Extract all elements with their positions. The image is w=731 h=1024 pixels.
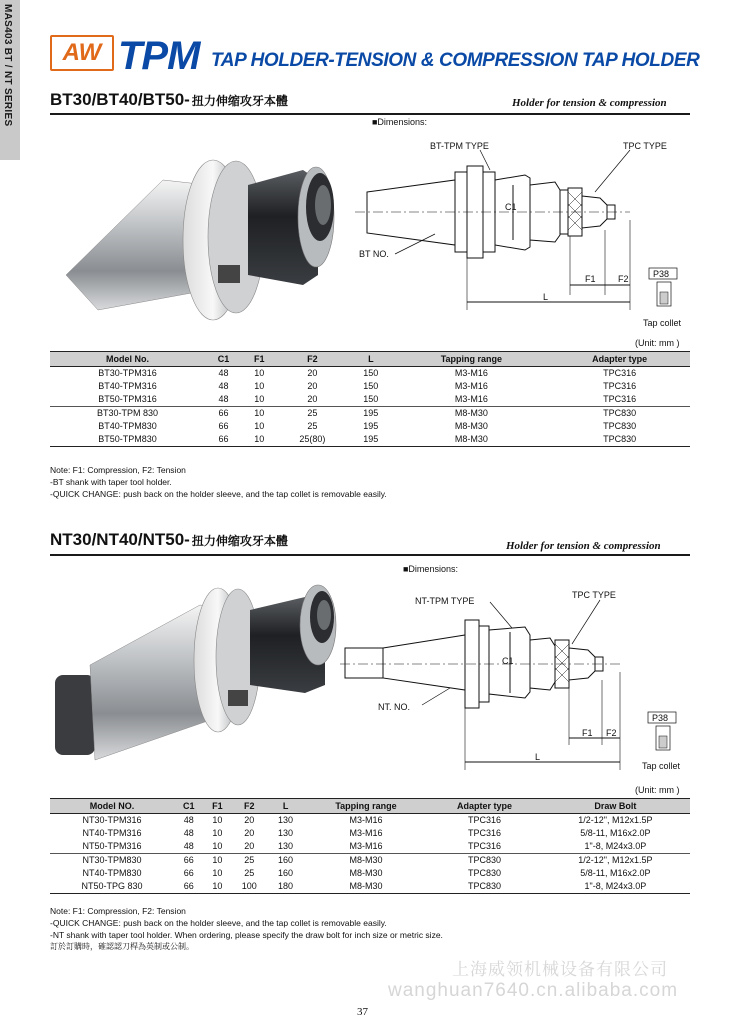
dimensions-label: ■Dimensions:: [403, 564, 458, 574]
table-cell: M8-M30: [304, 880, 429, 894]
section-heading-bt: [50, 90, 288, 110]
watermark-company: 上海威领机械设备有限公司: [452, 960, 668, 979]
table-cell: TPC830: [549, 407, 690, 421]
table-cell: M3-M16: [349, 841, 383, 851]
column-header: L: [348, 352, 393, 367]
brand-name: TPM: [118, 34, 200, 78]
table-cell: 10: [254, 381, 265, 391]
table-cell: BT40-TPM316: [98, 381, 157, 391]
column-header: Adapter type: [549, 352, 690, 367]
table-cell: 1"-8, M24x3.0P: [584, 841, 647, 851]
table-cell: M3-M16: [454, 394, 488, 404]
watermark-url: wanghuan7640.cn.alibaba.com: [388, 980, 679, 1001]
table-row: [50, 407, 690, 421]
drawing-label-f2: F2: [606, 728, 617, 738]
table-cell: NT50-TPG 830: [50, 880, 174, 894]
collet-caption: Tap collet: [642, 761, 681, 771]
section-rule: [50, 554, 690, 556]
table-cell: 48: [218, 368, 229, 378]
table-cell: BT50-TPM316: [98, 394, 157, 404]
side-tab: [0, 0, 20, 160]
table-cell: 66: [174, 854, 204, 868]
table-row: [50, 854, 690, 868]
drawing-label-no: BT NO.: [359, 249, 389, 259]
column-header: F2: [231, 799, 267, 814]
table-cell: 25: [307, 421, 318, 431]
section-heading-nt-cn: 扭力伸缩攻牙本體: [191, 534, 288, 548]
table-cell: 20: [307, 394, 318, 404]
nt-dimension-drawing: [340, 580, 695, 790]
drawing-label-type-right: TPC TYPE: [623, 141, 667, 151]
column-header: Adapter type: [428, 799, 540, 814]
table-cell: TPC830: [603, 421, 637, 431]
table-cell: 195: [348, 433, 393, 447]
table-cell: TPC316: [467, 828, 502, 838]
table-cell: M8-M30: [349, 868, 383, 878]
table-cell: 130: [278, 828, 294, 838]
table-header-row: [50, 799, 690, 814]
brand-logo-text: AW: [62, 39, 102, 66]
table-cell: 5/8-11, M16x2.0P: [580, 828, 651, 838]
table-cell: 100: [231, 880, 267, 894]
table-cell: 195: [348, 407, 393, 421]
table-header-row: [50, 352, 690, 367]
table-cell: 130: [278, 841, 294, 851]
drawing-label-type-right: TPC TYPE: [572, 590, 616, 600]
section-heading-nt-text: NT30/NT40/NT50-: [50, 530, 190, 549]
table-row: [50, 827, 690, 840]
table-cell: M8-M30: [394, 433, 550, 447]
column-header: Model NO.: [50, 799, 174, 814]
table-cell: TPC830: [428, 854, 540, 868]
table-cell: 1"-8, M24x3.0P: [541, 880, 690, 894]
table-cell: NT30-TPM316: [82, 815, 142, 825]
table-cell: 10: [204, 854, 232, 868]
table-cell: BT30-TPM316: [98, 368, 157, 378]
table-cell: TPC316: [603, 381, 637, 391]
table-cell: 48: [183, 815, 194, 825]
table-row: [50, 867, 690, 880]
table-cell: TPC830: [428, 880, 540, 894]
table-row: [50, 880, 690, 894]
table-cell: 66: [205, 433, 242, 447]
table-cell: 10: [254, 394, 265, 404]
drawing-label-type-left: BT-TPM TYPE: [430, 141, 489, 151]
table-cell: BT50-TPM830: [50, 433, 205, 447]
table-cell: BT30-TPM 830: [50, 407, 205, 421]
table-cell: 10: [254, 368, 265, 378]
drawing-label-f1: F1: [582, 728, 593, 738]
table-cell: 10: [212, 828, 223, 838]
table-cell: 66: [205, 407, 242, 421]
table-row: [50, 814, 690, 828]
holder-note: Holder for tension & compression: [512, 97, 667, 109]
table-row: [50, 380, 690, 393]
collet-code: P38: [652, 713, 669, 723]
drawing-label-c1: C1: [505, 202, 517, 212]
table-cell: 130: [278, 815, 294, 825]
bt-holder-photo: [58, 125, 358, 330]
table-cell: 66: [183, 868, 194, 878]
column-header: F2: [277, 352, 349, 367]
table-cell: 10: [212, 841, 223, 851]
column-header: Draw Bolt: [541, 799, 690, 814]
table-cell: 160: [278, 868, 294, 878]
table-cell: 10: [212, 815, 223, 825]
table-cell: 25: [231, 854, 267, 868]
table-cell: M3-M16: [454, 381, 488, 391]
table-cell: M3-M16: [454, 368, 488, 378]
collet-code: P38: [653, 269, 670, 279]
note-line: -NT shank with taper tool holder. When ordering, please specify the draw bolt for inch size or metric size.: [50, 930, 443, 940]
table-cell: M3-M16: [349, 828, 383, 838]
table-cell: NT50-TPM316: [82, 841, 142, 851]
collet-caption: Tap collet: [643, 318, 682, 328]
table-row: [50, 433, 690, 447]
table-cell: TPC316: [603, 394, 637, 404]
table-cell: 10: [204, 880, 232, 894]
unit-label: (Unit: mm ): [635, 338, 680, 348]
nt-holder-photo: [50, 565, 360, 775]
section-rule: [50, 113, 690, 115]
page-title: TAP HOLDER-TENSION & COMPRESSION TAP HOLDER: [211, 50, 700, 71]
brand-logo: [50, 35, 114, 71]
table-cell: NT40-TPM316: [82, 828, 142, 838]
side-tab-label: MAS403 BT / NT SERIES: [2, 4, 13, 127]
table-cell: 10: [242, 407, 277, 421]
section-heading-bt-cn: 扭力伸缩攻牙本體: [191, 94, 288, 108]
table-cell: 10: [242, 433, 277, 447]
table-cell: NT40-TPM830: [82, 868, 142, 878]
column-header: F1: [204, 799, 232, 814]
table-cell: 48: [218, 394, 229, 404]
section-heading-nt: [50, 530, 288, 550]
column-header: F1: [242, 352, 277, 367]
column-header: L: [267, 799, 303, 814]
bt-spec-table: [50, 351, 690, 447]
drawing-label-c1: C1: [502, 656, 514, 666]
page-number: 37: [357, 1006, 368, 1018]
table-cell: 150: [363, 394, 379, 404]
table-cell: 1/2-12", M12x1.5P: [541, 854, 690, 868]
table-cell: 20: [244, 828, 255, 838]
nt-notes: [50, 905, 443, 953]
drawing-label-f2: F2: [618, 274, 629, 284]
table-cell: TPC830: [467, 868, 502, 878]
nt-spec-table: [50, 798, 690, 894]
note-line: -QUICK CHANGE: push back on the holder sleeve, and the tap collet is removable easily.: [50, 918, 387, 928]
table-cell: BT40-TPM830: [98, 421, 157, 431]
drawing-label-l: L: [535, 752, 541, 762]
unit-label: (Unit: mm ): [635, 785, 680, 795]
column-header: Tapping range: [394, 352, 550, 367]
table-cell: 160: [267, 854, 303, 868]
table-cell: 66: [174, 880, 204, 894]
column-header: Tapping range: [304, 799, 429, 814]
table-cell: NT30-TPM830: [50, 854, 174, 868]
table-cell: 180: [267, 880, 303, 894]
table-cell: 10: [212, 868, 223, 878]
drawing-label-f1: F1: [585, 274, 596, 284]
bt-notes: [50, 464, 387, 500]
table-cell: M8-M30: [454, 421, 488, 431]
table-cell: 48: [218, 381, 229, 391]
table-cell: 5/8-11, M16x2.0P: [580, 868, 651, 878]
table-cell: 48: [183, 841, 194, 851]
table-cell: 1/2-12", M12x1.5P: [578, 815, 653, 825]
table-cell: 10: [254, 421, 265, 431]
column-header: Model No.: [50, 352, 205, 367]
table-cell: 25(80): [277, 433, 349, 447]
table-cell: 150: [363, 381, 379, 391]
table-row: [50, 367, 690, 381]
table-cell: 150: [363, 368, 379, 378]
table-row: [50, 420, 690, 433]
table-row: [50, 393, 690, 407]
table-cell: 25: [244, 868, 255, 878]
table-cell: M3-M16: [349, 815, 383, 825]
table-cell: M8-M30: [304, 854, 429, 868]
drawing-label-type-left: NT-TPM TYPE: [415, 596, 475, 606]
table-cell: M8-M30: [394, 407, 550, 421]
table-cell: TPC316: [467, 841, 502, 851]
note-line: Note: F1: Compression, F2: Tension: [50, 465, 186, 475]
table-cell: 20: [307, 381, 318, 391]
holder-note: Holder for tension & compression: [506, 540, 661, 552]
table-cell: 48: [183, 828, 194, 838]
drawing-label-l: L: [543, 292, 549, 302]
table-cell: 25: [277, 407, 349, 421]
table-cell: 20: [244, 841, 255, 851]
drawing-label-no: NT. NO.: [378, 702, 411, 712]
table-cell: 20: [307, 368, 318, 378]
note-line-cn: 訂於訂購時，確認認刀桿為英制或公制。: [50, 942, 194, 951]
table-cell: 66: [218, 421, 229, 431]
table-cell: TPC316: [467, 815, 502, 825]
column-header: C1: [205, 352, 242, 367]
bt-dimension-drawing: [355, 130, 695, 345]
note-line: -BT shank with taper tool holder.: [50, 477, 172, 487]
table-cell: TPC316: [603, 368, 637, 378]
section-heading-bt-text: BT30/BT40/BT50-: [50, 90, 190, 109]
table-cell: 195: [363, 421, 379, 431]
note-line: Note: F1: Compression, F2: Tension: [50, 906, 186, 916]
column-header: C1: [174, 799, 204, 814]
note-line: -QUICK CHANGE: push back on the holder sleeve, and the tap collet is removable easily.: [50, 489, 387, 499]
table-row: [50, 840, 690, 854]
table-cell: TPC830: [549, 433, 690, 447]
dimensions-label: ■Dimensions:: [372, 117, 427, 127]
table-cell: 20: [244, 815, 255, 825]
